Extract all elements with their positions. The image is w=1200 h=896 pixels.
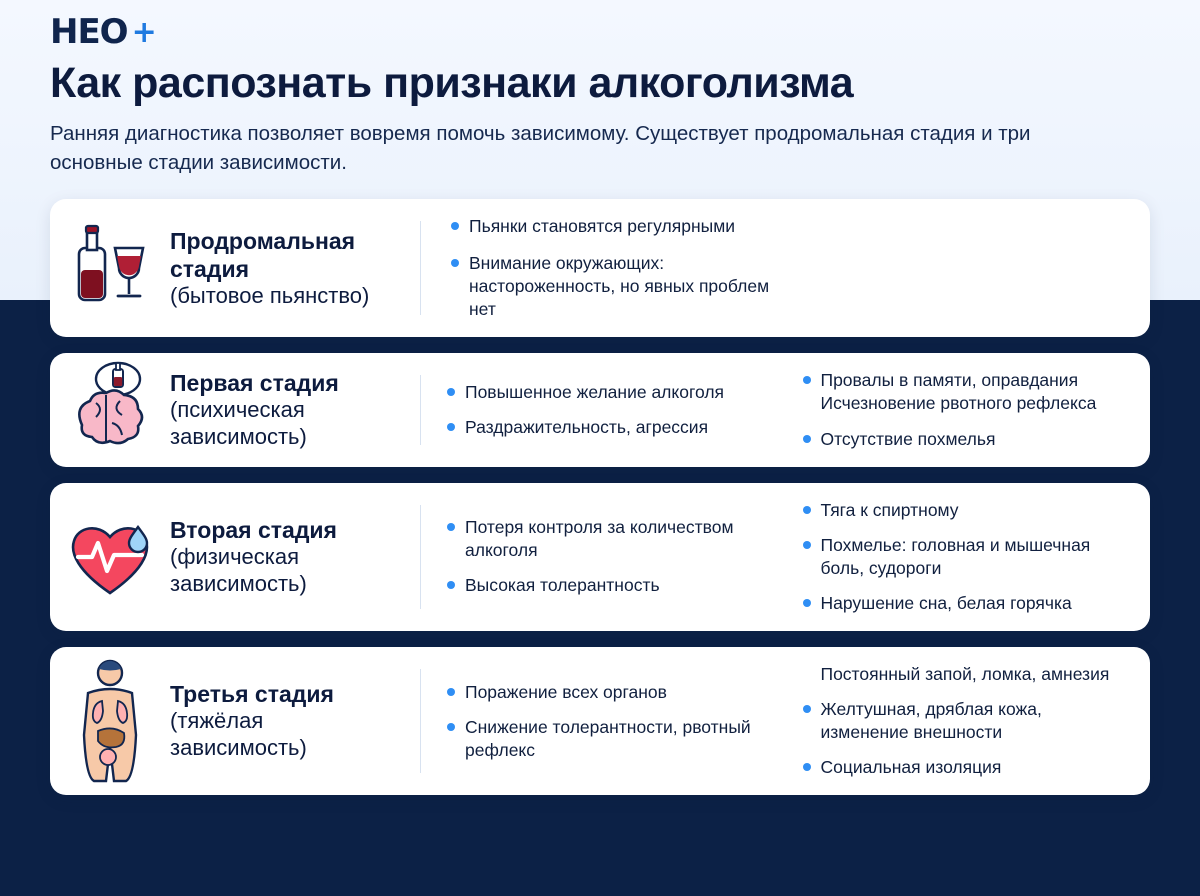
symptom-item xyxy=(803,499,1133,522)
symptom-text: Высокая толерантность xyxy=(465,575,660,596)
bullet-dot-icon xyxy=(447,688,455,696)
brand-logo xyxy=(50,0,1150,52)
bullet-dot-icon xyxy=(447,423,455,431)
brain-with-thought-bubble-icon xyxy=(50,353,170,466)
stage-symptom-columns xyxy=(421,353,1150,466)
symptom-column xyxy=(447,663,777,779)
symptom-text: Нарушение сна, белая горячка xyxy=(820,592,1072,613)
bullet-dot-icon xyxy=(447,523,455,531)
symptom-text: Внимание окружающих: настороженность, но явных проблем нет xyxy=(469,253,770,320)
symptom-text: Постоянный запой, ломка, амнезия xyxy=(820,664,1110,685)
symptom-text: Желтушная, дряблая кожа, изменение внешности xyxy=(820,699,1042,743)
symptom-text: Провалы в памяти, оправдания Исчезновение рвотного рефлекса xyxy=(820,370,1097,414)
stage-card xyxy=(50,353,1150,466)
symptom-item xyxy=(803,756,1133,779)
wine-bottle-and-glass-icon xyxy=(50,199,170,337)
stage-title-sub: (бытовое пьянство) xyxy=(170,282,370,308)
symptom-column xyxy=(451,215,779,321)
bullet-dot-icon xyxy=(803,763,811,771)
stage-title-strong: Первая стадия xyxy=(170,370,339,397)
bullet-dot-icon xyxy=(803,376,811,384)
symptom-text: Социальная изоляция xyxy=(820,757,1002,778)
bullet-dot-icon xyxy=(803,705,811,713)
symptom-text: Потеря контроля за количеством алкоголя xyxy=(465,517,734,561)
stage-title-strong: Вторая стадия xyxy=(170,516,337,543)
brand-name: HEO xyxy=(50,12,128,52)
bullet-dot-icon xyxy=(451,259,459,267)
bullet-dot-icon xyxy=(451,222,459,230)
symptom-column-empty xyxy=(805,215,1133,321)
stage-title-strong: Третья стадия xyxy=(170,681,334,708)
symptom-text: Пьянки становятся регулярными xyxy=(469,216,735,236)
stage-card xyxy=(50,647,1150,795)
bullet-dot-icon xyxy=(803,506,811,514)
symptom-item xyxy=(451,215,779,238)
stage-title-strong: Продромальная стадия xyxy=(170,227,356,282)
symptom-item xyxy=(447,681,777,704)
bullet-dot-icon xyxy=(803,541,811,549)
stage-title xyxy=(170,647,420,795)
page-subtitle: Ранняя диагностика позволяет вовремя помочь зависимому. Существует продромальная стадия и три основные стадии зависимости. xyxy=(50,122,1031,174)
symptom-text: Тяга к спиртному xyxy=(820,499,959,520)
stage-title-sub: (психическая зависимость) xyxy=(170,397,307,450)
symptom-item xyxy=(447,381,777,404)
stage-symptom-columns xyxy=(421,647,1150,795)
symptom-column xyxy=(803,499,1133,615)
symptom-item xyxy=(447,416,777,439)
bullet-dot-icon xyxy=(447,723,455,731)
stage-title xyxy=(170,353,420,466)
symptom-item xyxy=(803,428,1133,451)
symptom-text: Отсутствие похмелья xyxy=(820,428,996,449)
symptom-column xyxy=(447,369,777,450)
symptom-text: Раздражительность, агрессия xyxy=(465,417,709,438)
symptom-text: Поражение всех органов xyxy=(465,681,667,702)
stage-title xyxy=(170,483,420,631)
symptom-item xyxy=(803,534,1133,580)
symptom-column xyxy=(447,499,777,615)
stage-title xyxy=(170,199,420,337)
human-body-organs-icon xyxy=(50,647,170,795)
symptom-item xyxy=(447,516,777,562)
symptom-item xyxy=(803,698,1133,744)
stage-title-sub: (тяжёлая зависимость) xyxy=(170,708,307,761)
heart-with-pulse-icon xyxy=(50,483,170,631)
bullet-dot-icon xyxy=(447,388,455,396)
bullet-dot-icon xyxy=(447,581,455,589)
stage-card xyxy=(50,199,1150,337)
symptom-text: Похмелье: головная и мышечная боль, судороги xyxy=(820,534,1091,578)
stage-card-list xyxy=(50,199,1150,795)
symptom-item xyxy=(803,663,1133,686)
stage-symptom-columns xyxy=(421,199,1150,337)
symptom-item xyxy=(447,574,777,597)
stage-symptom-columns xyxy=(421,483,1150,631)
symptom-column xyxy=(803,663,1133,779)
symptom-text: Снижение толерантности, рвотный рефлекс xyxy=(465,716,751,760)
brand-plus-icon: + xyxy=(131,14,157,50)
symptom-item xyxy=(803,592,1133,615)
symptom-column xyxy=(803,369,1133,450)
symptom-item xyxy=(451,252,779,321)
symptom-text: Повышенное желание алкоголя xyxy=(465,381,725,402)
bullet-dot-icon xyxy=(803,599,811,607)
bullet-dot-icon xyxy=(803,670,811,678)
page-title: Как распознать признаки алкоголизма xyxy=(50,59,854,107)
bullet-dot-icon xyxy=(803,435,811,443)
symptom-item xyxy=(447,716,777,762)
stage-title-sub: (физическая зависимость) xyxy=(170,544,307,596)
stage-card xyxy=(50,483,1150,631)
symptom-item xyxy=(803,369,1133,415)
